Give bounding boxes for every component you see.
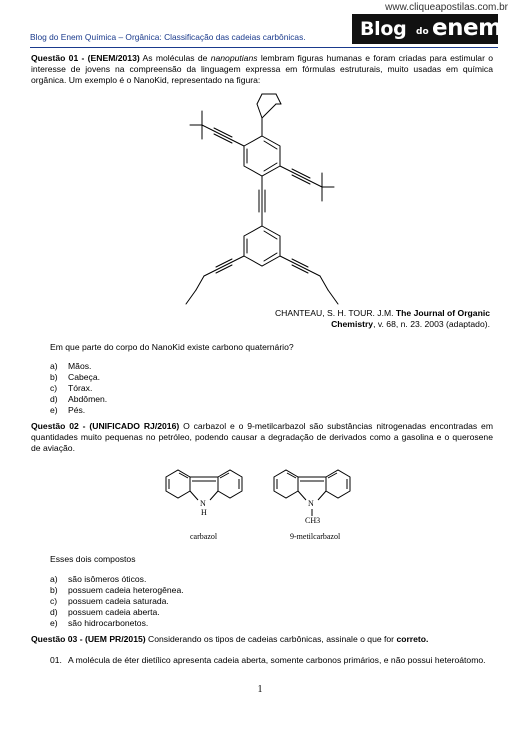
q2-option-a[interactable] xyxy=(50,574,146,585)
q3-text: Considerando os tipos de cadeias carbônicas, assinale o que for xyxy=(145,634,397,644)
citation-details: , v. 68, n. 23. 2003 (adaptado). xyxy=(373,319,490,330)
q1-label: Questão 01 - (ENEM/2013) xyxy=(31,53,140,63)
option-text: possuem cadeia heterogênea. xyxy=(68,585,184,595)
citation-journal-2: Chemistry xyxy=(331,319,374,330)
option-text: Cabeça. xyxy=(68,372,101,382)
q2-question: Esses dois compostos xyxy=(50,554,136,564)
option-text: Tórax. xyxy=(68,383,93,393)
carbazol-n-atom: N xyxy=(200,499,206,508)
q3-label: Questão 03 - (UEM PR/2015) xyxy=(31,634,146,644)
option-text: Pés. xyxy=(68,405,86,415)
methylcarbazol-name: 9-metilcarbazol xyxy=(290,532,341,541)
q3-item-01 xyxy=(50,655,494,666)
option-letter: b) xyxy=(50,372,58,382)
citation-authors: CHANTEAU, S. H. TOUR. J.M. xyxy=(274,308,396,318)
item-text: A molécula de éter dietílico apresenta cadeia aberta, somente carbonos primários, e não possui heteroátomo. xyxy=(68,655,486,665)
logo-blog: Blog xyxy=(360,18,407,40)
option-text: possuem cadeia saturada. xyxy=(68,596,169,606)
methylcarbazol-n-atom: N xyxy=(308,499,314,508)
q1-question: Em que parte do corpo do NanoKid existe carbono quaternário? xyxy=(50,342,294,352)
q2-option-d[interactable] xyxy=(50,607,160,618)
option-letter: e) xyxy=(50,618,58,628)
carbazol-h-atom: H xyxy=(201,508,207,517)
item-number: 01. xyxy=(50,655,62,665)
option-letter: b) xyxy=(50,585,58,595)
q3-bold-word: correto. xyxy=(396,634,429,644)
logo-enem: enem xyxy=(432,15,502,41)
option-text: Mãos. xyxy=(68,361,92,371)
option-text: são hidrocarbonetos. xyxy=(68,618,149,628)
option-text: Abdômen. xyxy=(68,394,108,404)
logo-do: do xyxy=(416,27,429,37)
methylcarbazol-ch3: CH3 xyxy=(305,516,321,525)
option-text: são isômeros óticos. xyxy=(68,574,147,584)
q3-statement xyxy=(31,634,493,645)
page-number: 1 xyxy=(257,684,263,695)
option-letter: a) xyxy=(50,361,58,371)
q2-text: O carbazol e o 9-metilcarbazol são substâncias nitrogenadas encontradas em quantidades muito pequenas no petróleo, podendo causar a degradação de derivados como a gasolina e o querosene de aviação. xyxy=(31,421,493,454)
citation-journal-1: The Journal of Organic xyxy=(395,308,490,318)
q2-option-b[interactable] xyxy=(50,585,184,596)
carbazol-name: carbazol xyxy=(190,532,218,541)
q1-text-b: lembram figuras humanas e foram criadas para estimular o interesse de jovens na compreensão da linguagem expressa em fórmulas estruturais, muito usadas em química orgânica. Um exemplo é o NanoKid, representado na figura: xyxy=(31,53,494,86)
q2-label: Questão 02 - (UNIFICADO RJ/2016) xyxy=(31,421,180,431)
option-letter: d) xyxy=(50,607,58,617)
site-url[interactable]: www.cliqueapostilas.com.br xyxy=(385,2,508,13)
option-letter: c) xyxy=(50,596,58,606)
header-title: Blog do Enem Química – Orgânica: Classificação das cadeias carbônicas. xyxy=(30,32,306,42)
q2-option-e[interactable] xyxy=(50,618,148,629)
option-letter: d) xyxy=(50,394,58,404)
q1-italic: nanoputians xyxy=(210,53,258,63)
q1-text-a: As moléculas de xyxy=(139,53,211,63)
option-letter: e) xyxy=(50,405,58,415)
option-text: possuem cadeia aberta. xyxy=(68,607,160,617)
q2-option-c[interactable] xyxy=(50,596,169,607)
option-letter: a) xyxy=(50,574,58,584)
option-letter: c) xyxy=(50,383,58,393)
